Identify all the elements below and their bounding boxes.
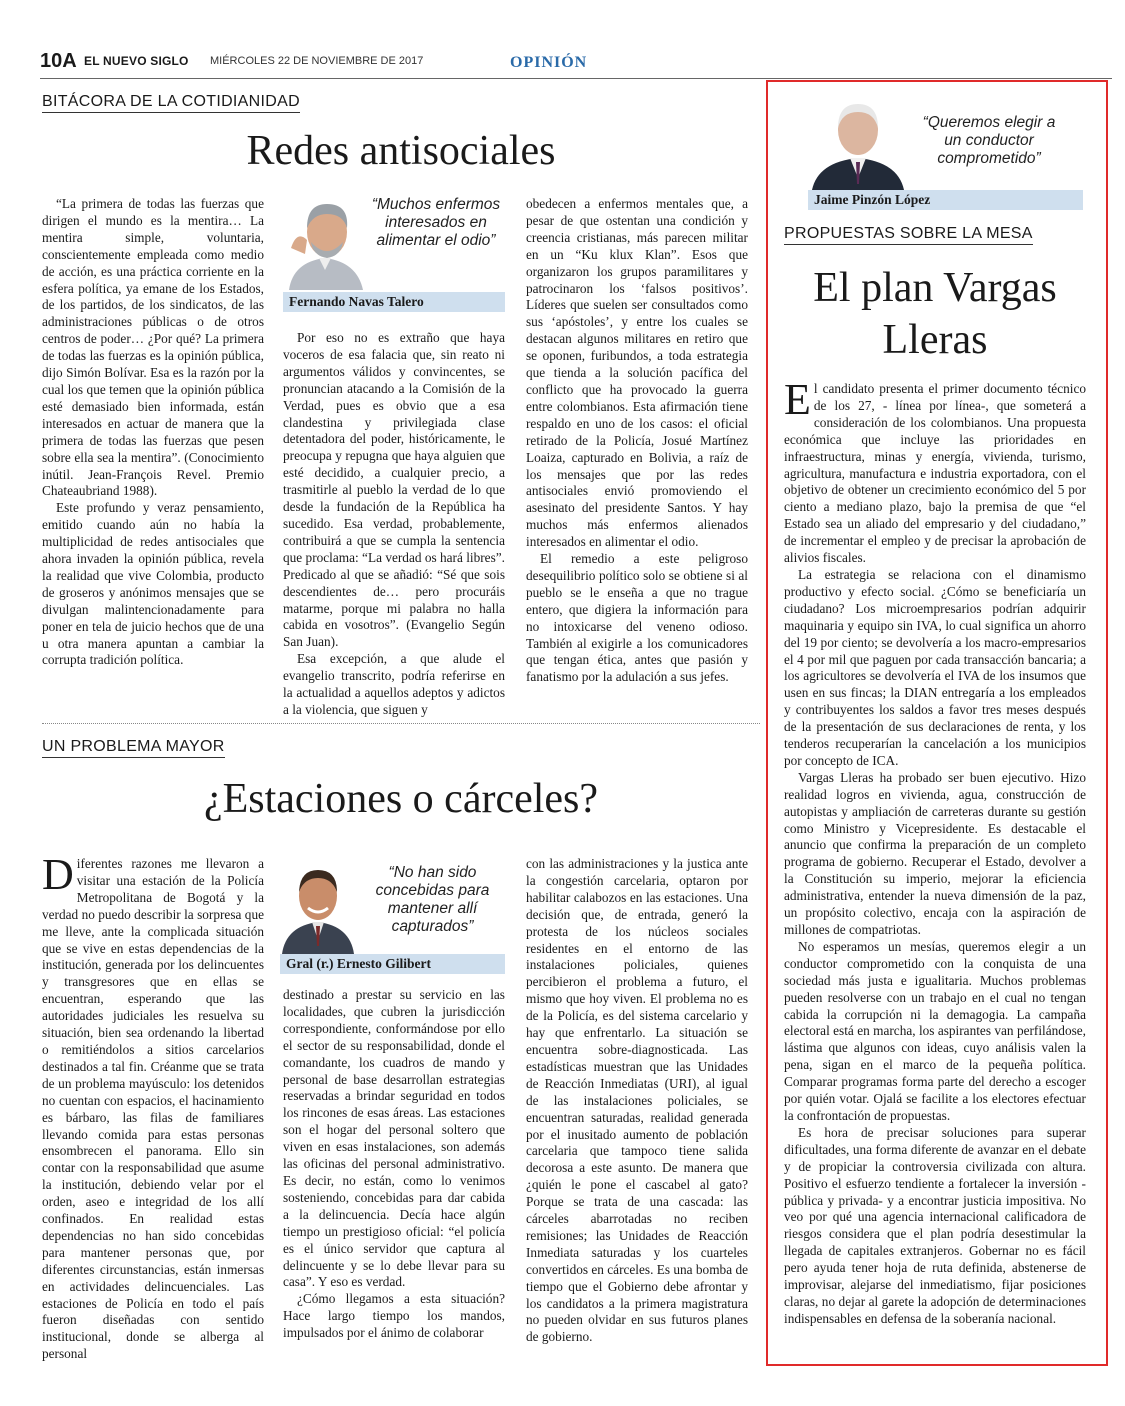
article1-kicker: BITÁCORA DE LA COTIDIANIDAD [42, 93, 300, 113]
page-number: 10A [40, 50, 77, 72]
paragraph: ¿Cómo llegamos a esta situación? Hace largo tiempo los mandos, impulsados por el ánimo de colaborar [283, 1291, 505, 1341]
paragraph: La estrategia se relaciona con el dinamismo productivo y efecto social. ¿Cómo se beneficiaría un ciudadano? Los microempresarios podrían adquirir maquinaria y equipo sin IVA, lo cual significa un ahorro del 19 por ciento; se devolvería a los macro-empresarios el 4 por mil que paguen por cada transacción bancaria; a los agricultores se devolvería el IVA de los insumos que usen en sus fincas; la DIAN entregaría a los empleados y contribuyentes los saldos a favor tres meses después de la presentación de sus declaraciones de renta, y los tenderos recuperarían la cancelación a los municipios por concepto de ICA. [784, 566, 1086, 768]
article2-column-2 [283, 987, 505, 1342]
article-divider [42, 723, 760, 724]
paragraph: Por eso no es extraño que haya voceros de esa falacia que, sin reato ni argumentos válidos y convincentes, se pronuncian atacando a la Comisión de la Verdad, pues es obvio que a esa clandestina y privilegiada clase detentadora del poder, históricamente, le preocupa y repugna que haya alguien que esté decidido, a cualquier precio, a trasmitirle al pueblo la verdad de lo que desde la fundación de la República ha sucedido. Esa verdad, probablemente, contribuirá a que se cumpla la sentencia que proclama: “La verdad os hará libres”. Predicado al que se añadió: “Sé que sois descendientes de… pero procuráis matarme, porque mi palabra no halla cabida en vosotros”. (Evangelio Según San Juan). [283, 330, 505, 650]
paragraph: No esperamos un mesías, queremos elegir a un conductor comprometido con la conquista de una sociedad más justa e igualitaria. Muchos problemas pueden resolverse con un trabajo en el cual no tengan cabida la corrupción ni la demagogia. La campaña electoral está en marcha, los aspirantes van perfilándose, lástima que algunos con ideas, cuyo análisis valen la pena, sigan en el marco de la pequeña política. Comparar programas forma parte del derecho a escoger por quién votar. Ojalá se facilite a los electores efectuar la confrontación de propuestas. [784, 938, 1086, 1123]
masthead [40, 50, 1112, 79]
paragraph: Es hora de precisar soluciones para superar dificultades, una forma diferente de avanzar en el debate y de propiciar la controversia civilizada con altura. Positivo el esfuerzo tendiente a fortalecer la inversión -pública y privada- y a encontrar justicia impositiva. No veo por qué una agencia internacional calificadora de riesgos considera que el plan podría desestimular la llegada de capitales extranjeros. Gobernar no es fácil pero ayuda tener hoja de ruta definida, abstenerse de improvisar, alejarse del inmediatismo, fijar posiciones claras, no dejar al garete la adopción de determinaciones indispensables en defensa de la soberanía nacional. [784, 1124, 1086, 1326]
article3-kicker: PROPUESTAS SOBRE LA MESA [784, 225, 1033, 245]
article1-author-box [283, 190, 505, 312]
paragraph: El candidato presenta el primer documento técnico de los 27, - línea por línea-, que someterá a consideración de los colombianos. Una propuesta económica que incluye las prioridades en infraestructura, minas y energía, vivienda, turismo, agricultura, manufactura e industria exportadora, con el objetivo de obtener un crecimiento económico del 5 por ciento a mediano plazo, bajo la premisa de que “el Estado sea un aliado del empresario y del ciudadano,” de incrementar el empleo y de precisar la aprobación de alivios fiscales. [784, 375, 1086, 566]
article3-headline: El plan Vargas Lleras [813, 265, 1057, 363]
article3-body [784, 375, 1086, 1328]
article1-column-2 [283, 330, 505, 719]
drop-cap: E [784, 375, 811, 424]
author-byline: Fernando Navas Talero [283, 292, 505, 312]
publication-date: MIÉRCOLES 22 DE NOVIEMBRE DE 2017 [210, 55, 424, 67]
article2-author-box [280, 856, 505, 974]
paragraph: El remedio a este peligroso desequilibrio político solo se obtiene si al pueblo se le enseña a que no trague entero, que digiera la información para no intoxicarse del veneno odioso. También al exigirle a los comunicadores que tengan ética, antes que pasión y fanatismo por la adulación a sus jefes. [526, 551, 748, 685]
paragraph: “La primera de todas las fuerzas que dirigen el mundo es la mentira… La mentira simple, voluntaria, conscientemente empleada como medio de acción, es una práctica corriente en la esfera política, ya emane de los Estados, de los partidos, de los sindicatos, de las administraciones públicas o de otros centros de poder… ¿Por qué? La primera de todas las fuerzas es la opinión pública, dijo Simón Bolívar. Esa es la razón por la cual los que temen que la opinión pública esté demasiado bien informada, están interesados en actuar de manera que la primera de todas las fuerzas que pesen sobre ella sea la mentira”. (Conocimiento inútil. Jean-François Revel. Premio Chateaubriand 1988). [42, 196, 264, 499]
paragraph: Esa excepción, a que alude el evangelio transcrito, podría referirse en la actualidad a aquellos adeptos y adictos a la violencia, que siguen y [283, 651, 505, 717]
paragraph: con las administraciones y la justica ante la congestión carcelaria, optaron por habilitar calabozos en las estaciones. Una decisión que, de entrada, generó la protesta de los núcleos sociales residentes en el entorno de las instalaciones policiales, quienes percibieron el problema a futuro, el mismo que hoy viven. El problema no es de la Policía, es del sistema carcelario y hay que enfrentarlo. La situación se encuentra sobre-diagnosticada. Las estadísticas muestran que las Unidades de Reacción Inmediatas (URI), al igual de las instalaciones policiales, se encuentran saturadas, realidad generada por el inusitado aumento de población carcelaria que tampoco tiene salida decorosa a este asunto. De manera que ¿quién le pone el cascabel al gato? Porque se trata de una cascada: las cárceles abarrotadas no reciben remisiones; las Unidades de Reacción Inmediata saturadas y los cuarteles convertidos en cárceles. Es una bomba de tiempo que el Gobierno debe afrontar y los candidatos a la primera magistratura no pueden olvidar en sus futuros planes de gobierno. [526, 856, 748, 1345]
paragraph: Diferentes razones me llevaron a visitar una estación de la Policía Metropolitana de Bogotá y la verdad no puedo describir la sorpresa que me lleve, ante la complicada situación que se vive en estas dependencias de la institución, generada por los delincuentes y transgresores que en ellas se encuentran, esperando que las autoridades judiciales les resuelva su situación, bien sea ordenando la libertad o remitiéndolos a sitios carcelarios destinados a tal fin. Créanme que se trata de un problema mayúsculo: los detenidos no cuentan con espacios, el hacinamiento es bárbaro, las filas de familiares llevando comida para estas personas ensombrecen el panorama. Ello sin contar con la responsabilidad que asume la institución, debiendo velar por el orden, aseo e integridad de los allí confinados. En realidad estas dependencias no han sido concebidas para mantener personas que, por diferentes circunstancias, están inmersas en actividades delincuenciales. Las estaciones de Policía en todo el país fueron diseñadas con sentido institucional, donde se alberga al personal [42, 850, 264, 1362]
paragraph: obedecen a enfermos mentales que, a pesar de que ostentan una condición y creencia cristianas, más parecen militar en un “Ku klux Klan”. Esos que organizaron los grupos paramilitares y patrocinaron los ‘falsos positivos’. Líderes que suelen ser consultados como sus ‘apóstoles’, y entre los cuales se destacan algunos militares en retiro que se oponen, furibundos, a toda estrategia que tienda a la solución pacífica del conflicto que ha provocado la guerra entre colombianos. Esta afirmación tiene respaldo en uno de los casos: el oficial retirado de la Policía, Josué Martínez Loaiza, capturado en Bolivia, a raíz de los mensajes que por las redes antisociales envió promoviendo el asesinato del presidente Santos. Y hay muchos más enfermos alienados interesados en alimentar el odio. [526, 196, 748, 550]
article1-headline: Redes antisociales [246, 128, 556, 174]
article1-column-3 [526, 196, 748, 686]
newspaper-name: EL NUEVO SIGLO [84, 54, 189, 68]
pull-quote: “Muchos enfermos interesados en alimentar el odio” [371, 196, 501, 249]
drop-cap: D [42, 850, 74, 899]
author-portrait [808, 92, 908, 190]
article2-headline: ¿Estaciones o cárceles? [203, 776, 599, 822]
author-portrait [283, 190, 367, 290]
article2-column-3 [526, 856, 748, 1346]
section-name: OPINIÓN [510, 54, 588, 71]
author-byline: Gral (r.) Ernesto Gilibert [280, 954, 505, 974]
article1-column-1 [42, 196, 264, 669]
article2-column-1 [42, 850, 264, 1363]
author-byline: Jaime Pinzón López [808, 190, 1083, 210]
pull-quote: “Queremos elegir a un conductor comprometido” [922, 114, 1056, 167]
paragraph: Este profundo y veraz pensamiento, emitido cuando aún no había la multiplicidad de redes antisociales que ahora invaden la opinión pública, revela la realidad que vive Colombia, producto de groseros y anónimos mensajes que se divulgan malintencionadamente para poner en tela de juicio hechos que de una u otra manera apuntan a cambiar la corrupta tradición política. [42, 500, 264, 668]
pull-quote: “No han sido concebidas para mantener allí capturados” [375, 864, 490, 935]
article2-kicker: UN PROBLEMA MAYOR [42, 738, 225, 758]
paragraph: destinado a prestar su servicio en las localidades, que cubren la jurisdicción correspondiente, conformándose por ello el sector de su responsabilidad, donde el comandante, los cuadros de mando y personal de base desarrollan estrategias reservadas a brindar seguridad en todos los rincones de esas áreas. Las estaciones son el hogar del personal soltero que viven en esas instalaciones, son además las oficinas del personal administrativo. Es decir, no están, como lo venimos sosteniendo, concebidas para dar cabida a la delincuencia. Decía hace algún tiempo un prestigioso oficial: “el policía es el único servidor que captura al delincuente y se lo debe llevar para su casa”. Y eso es verdad. [283, 987, 505, 1290]
author-portrait [280, 856, 356, 954]
paragraph: Vargas Lleras ha probado ser buen ejecutivo. Hizo realidad logros en vivienda, agua, construcción de autopistas y ampliación de carreteras durante su gestión como Ministro y Vicepresidente. Es destacable el anuncio que confirma la preparación de un completo programa de gobierno. Recuperar el Estado, devolver a la Constitución su imperio, mejorar la eficiencia administrativa, entender la nueva dimensión de la paz, un propósito colectivo, encaja con la aspiración de millones de compatriotas. [784, 769, 1086, 937]
article3-author-box [808, 92, 1083, 210]
